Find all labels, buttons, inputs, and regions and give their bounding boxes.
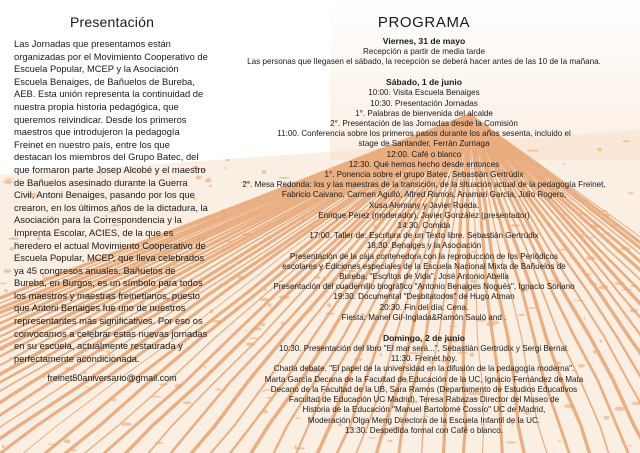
schedule-line: 17:00. Taller de: Escritura de un Texto libre. Sebastián Gertrúdix <box>309 231 539 241</box>
schedule-line: escolares y Ediciones especiales de la Escuela Nacional Mixta de Bañuelos de <box>282 261 566 271</box>
schedule-line: Presentación de la caja contenedora con la reproducción de los Periódicos <box>289 251 559 261</box>
schedule-line: Fabricio Caivano, Carmen Agulló, Alfred Ramos, Anamari García, Julio Rogero, <box>281 190 567 200</box>
day-saturday <box>216 77 632 323</box>
schedule-line: 12:00. Café o blanco <box>386 149 462 159</box>
schedule-line: Xusa Alemany y Javier Rueda. <box>368 200 480 210</box>
schedule-line: 2°. Presentación de las Jornadas desde la Comisión <box>330 119 518 129</box>
program-column <box>216 14 632 436</box>
schedule-line: 18:30. Benaiges y la Asociación <box>366 241 482 251</box>
day-heading: Viernes, 31 de mayo <box>382 36 466 46</box>
day-heading: Sábado, 1 de junio <box>386 77 462 88</box>
schedule-line: Charla debate. "El papel de la universidad en la difusión de la pedagogía moderna". <box>273 364 575 374</box>
schedule-line: Moderación Olga Meng Directora de la Escuela Infantil de la UC. <box>307 415 541 425</box>
schedule-line: 1°. Ponencia sobre el grupo Batec, Sebastián Gertrúdix <box>324 170 524 180</box>
schedule-line: 20:30. Fin del día: Cena. <box>379 302 469 312</box>
day-heading: Domingo, 2 de junio <box>382 333 466 344</box>
schedule-line: Marta García Decana de la Facultad de Educación de la UC, Ignacio Fernández de Mata <box>264 374 584 384</box>
schedule-line: 2°. Mesa Redonda: los y las maestras de la transición, de la situación actual de la pedagogía Freinet, <box>242 180 606 190</box>
schedule-line: 13:30. Despedida formal con Café o blanco. <box>345 425 503 435</box>
schedule-line: 10:30. Presentación del libro "El mar será...", Sebastián Gertrúdix y Sergi Bernal. <box>278 344 570 354</box>
schedule-line: Historia de la Educación "Manuel Bartolomé Cossío" UC de Madrid, <box>302 405 546 415</box>
schedule-line: 11:00. Conferencia sobre los primeros pasos durante los años sesenta, incluido el <box>277 129 571 139</box>
schedule-line: Recepción a partir de media tarde <box>363 47 485 56</box>
schedule-line: Enrique Pérez (moderador), Javier González (presentador) <box>318 210 530 220</box>
schedule-line: 12:30. Qué hemos hecho desde entonces <box>348 159 500 169</box>
schedule-line: 19:30. Documental "Desbitatodos" de Hugo Atman <box>333 292 515 302</box>
schedule-line: stage de Santander, Ferrán Zurriaga <box>358 139 490 149</box>
schedule-line: Las personas que llegasen el sábado, la recepción se deberá hacer antes de las 10 de la mañana. <box>247 57 601 67</box>
schedule-line: 14:30. Comida <box>397 221 451 231</box>
schedule-line: Decano de la Facultad de la UB, Sara Ramos (Departamento de Estudios Educativos <box>270 384 578 394</box>
day-sunday <box>216 333 632 436</box>
schedule-line: 10:30. Presentación Jornadas <box>370 98 478 108</box>
presentation-column <box>14 14 210 383</box>
program-title: PROGRAMA <box>377 14 471 31</box>
contact-email: freinet50aniversario@gmail.com <box>47 373 177 384</box>
schedule-line: Fiesta: Manel Gil-Inglada&Ramón Sauló and . <box>341 312 507 322</box>
schedule-line: 10:00. Visita Escuela Benaiges <box>368 88 480 98</box>
schedule-line: Facultad de Educación UC Madrid), Teresa Rabazas Director del Museo de <box>288 395 560 405</box>
schedule-line: Bureba, "Escritos de Vida", José Antonio Abella <box>339 272 509 282</box>
presentation-text: Las Jornadas que presentamos están organizadas por el Movimiento Cooperativo de Escuela Popular, MCEP y la Asociación Escuela Benaiges, de Bañuelos de Bureba, AEB. Esta unión representa la continuidad de nuestra propia historia pedagógica, que queremos reivindicar. Desde los primeros maestros que introdujeron la pedagogía Freinet en nuestro país, entre los que destacan los miembros del Grupo Batec, del que formaron parte Josep Alcobé y el maestro de Bañuelos asesinado durante la Guerra Civil, Antoni Benaiges, pasando por los que crearon, en los últimos años de la dictadura, la Asociación para la Correspondencia y la Imprenta Escolar, ACIES, de la que es heredero el actual Movimiento Cooperativo de Escuela Popular, MCEP, que lleva celebrados ya 45 congresos anuales. Bañuelos de Bureba, en Burgos, es un símbolo para todos los maestros y maestras freinetianos, puesto que Antoni Benaiges fue uno de nuestros representantes más significativos. Por eso os convocamos a celebrar estas nuevas jornadas en su escuela, actualmente restaurada y perfectamente acondicionada. <box>14 38 208 364</box>
schedule-line: 1°. Palabras de bienvenida del alcalde <box>355 108 493 118</box>
day-friday <box>216 36 632 67</box>
schedule-line: Presentación del cuadernillo biográfico "Antonio Benaiges Nogués", Ignacio Soriano <box>273 282 575 292</box>
presentation-title: Presentación <box>69 14 155 30</box>
schedule-line: 11:30. Freinet hoy. <box>390 354 458 364</box>
